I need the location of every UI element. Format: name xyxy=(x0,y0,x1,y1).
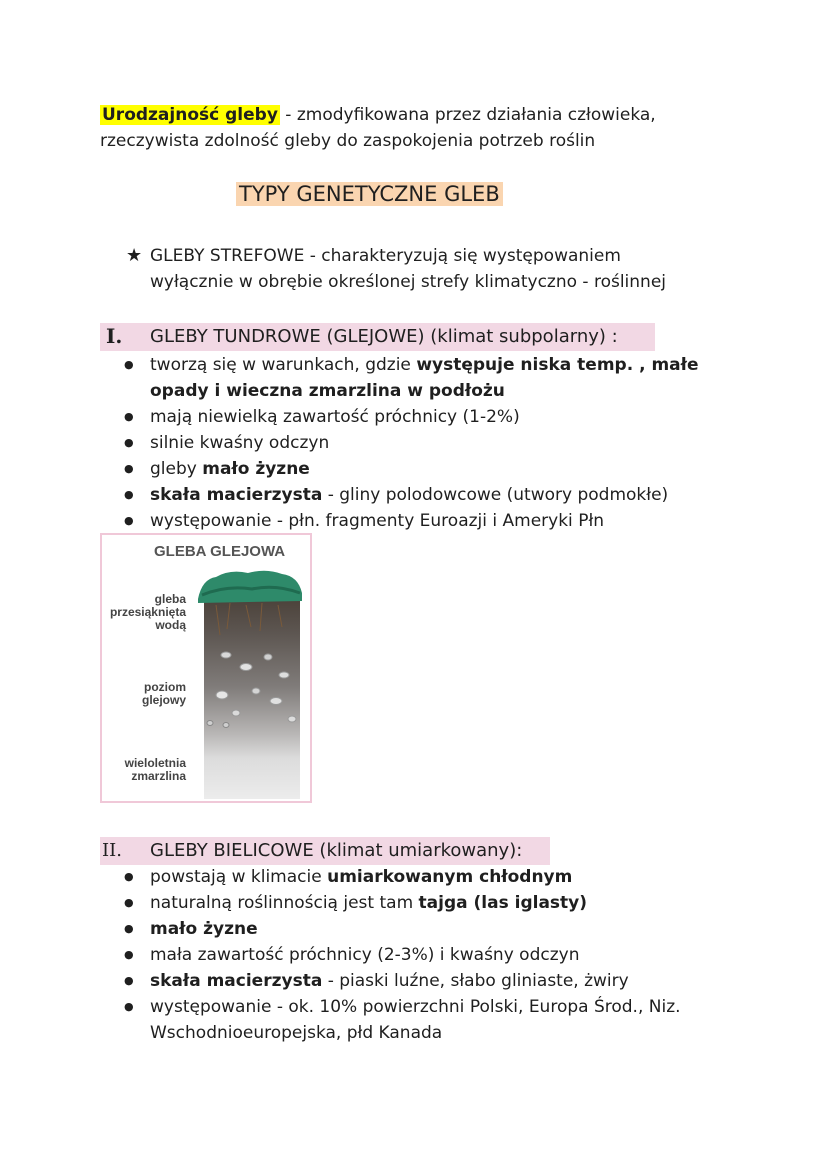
s1-bullet-6: występowanie - płn. fragmenty Euroazji i Ameryki Płn xyxy=(150,511,605,531)
label-permafrost xyxy=(125,757,186,783)
bullet-icon: ● xyxy=(124,896,134,909)
bullet-icon: ● xyxy=(124,488,134,501)
s2-bullet-5 xyxy=(150,968,629,994)
label-text: przesiąknięta xyxy=(109,605,186,619)
zonal-line-2: wyłącznie w obrębie określonej strefy klimatyczno - roślinnej xyxy=(150,272,667,292)
s1-b4-bold: mało żyzne xyxy=(202,459,310,479)
s2-bullet-2 xyxy=(150,890,587,916)
section2-numeral: II. xyxy=(102,840,122,861)
bullet-icon: ● xyxy=(124,462,134,475)
definition-line-2: rzeczywista zdolność gleby do zaspokojenia potrzeb roślin xyxy=(100,131,596,151)
label-text: gleba xyxy=(154,592,186,606)
label-text: wieloletnia xyxy=(124,756,186,770)
label-text: poziom xyxy=(144,680,186,694)
s1-bullet-1-line-2: opady i wieczna zmarzlina w podłożu xyxy=(150,381,505,401)
s2-bullet-1 xyxy=(150,864,572,890)
definition-text: - zmodyfikowana przez działania człowieka, xyxy=(279,105,656,125)
s1-bullet-3: silnie kwaśny odczyn xyxy=(150,433,330,453)
definition-line-1 xyxy=(100,102,656,128)
bullet-icon: ● xyxy=(124,410,134,423)
bullet-icon: ● xyxy=(124,514,134,527)
section-title-text: TYPY GENETYCZNE GLEB xyxy=(236,182,503,206)
bullet-icon: ● xyxy=(124,1000,134,1013)
section-title xyxy=(236,179,503,209)
star-icon: ★ xyxy=(126,245,143,266)
s2-bullet-6: występowanie - ok. 10% powierzchni Polski, Europa Środ., Niz. xyxy=(150,997,681,1017)
s2-b2-text: naturalną roślinnością jest tam xyxy=(150,893,419,913)
bullet-icon: ● xyxy=(124,974,134,987)
label-text: wodą xyxy=(155,618,186,632)
s1-b1-text: tworzą się w warunkach, gdzie xyxy=(150,355,417,375)
section1-heading: GLEBY TUNDROWE (GLEJOWE) (klimat subpolarny) : xyxy=(150,326,618,347)
label-text: glejowy xyxy=(141,693,186,707)
s2-bullet-4: mała zawartość próchnicy (2-3%) i kwaśny odczyn xyxy=(150,945,580,965)
section2-heading: GLEBY BIELICOWE (klimat umiarkowany): xyxy=(150,840,523,861)
s2-bullet-6-line-2: Wschodnioeuropejska, płd Kanada xyxy=(150,1023,443,1043)
s2-b5-text: - piaski luźne, słabo gliniaste, żwiry xyxy=(322,971,629,991)
s1-bullet-5 xyxy=(150,482,668,508)
label-gley-horizon xyxy=(142,681,186,707)
bullet-icon: ● xyxy=(124,948,134,961)
s1-b5-text: - gliny polodowcowe (utwory podmokłe) xyxy=(322,485,669,505)
section1-numeral: I. xyxy=(106,324,123,348)
label-text: zmarzlina xyxy=(131,769,186,783)
bullet-icon: ● xyxy=(124,436,134,449)
soil-profile-illustration xyxy=(196,565,302,799)
s1-bullet-4 xyxy=(150,456,310,482)
definition-term: Urodzajność gleby xyxy=(102,105,278,125)
s1-bullet-2: mają niewielką zawartość próchnicy (1-2%) xyxy=(150,407,520,427)
s2-b5-bold: skała macierzysta xyxy=(150,971,323,991)
bullet-icon: ● xyxy=(124,922,134,935)
s2-b2-bold: tajga (las iglasty) xyxy=(418,893,588,913)
s2-b1-bold: umiarkowanym chłodnym xyxy=(327,867,573,887)
bullet-icon: ● xyxy=(124,870,134,883)
s1-bullet-1 xyxy=(150,352,698,378)
figure-title: GLEBA GLEJOWA xyxy=(154,543,286,560)
label-waterlogged-soil xyxy=(110,593,186,632)
s2-b1-text: powstają w klimacie xyxy=(150,867,328,887)
bullet-icon: ● xyxy=(124,358,134,371)
s1-b4-text: gleby xyxy=(150,459,203,479)
s1-b1-bold: występuje niska temp. , małe xyxy=(416,355,699,375)
soil-profile-figure xyxy=(100,533,312,803)
zonal-line-1: GLEBY STREFOWE - charakteryzują się występowaniem xyxy=(150,246,621,266)
s1-b5-bold: skała macierzysta xyxy=(150,485,323,505)
s2-bullet-3: mało żyzne xyxy=(150,919,258,939)
